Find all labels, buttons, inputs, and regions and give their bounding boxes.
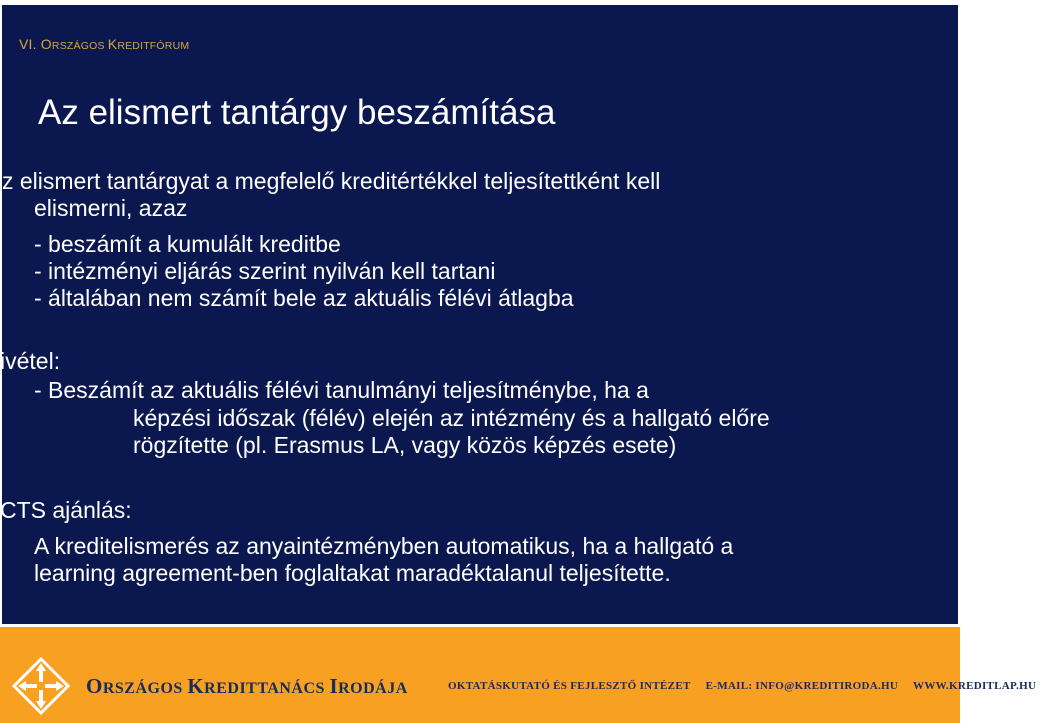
intro-line-1: z elismert tantárgyat a megfelelő kreditértékkel teljesítettként kell [2,168,661,194]
event-header [19,36,189,52]
org-letter-i: I [329,674,339,698]
footer-band [0,627,1037,723]
content-panel [2,5,958,624]
exception-label: ivétel: [0,348,61,374]
bullet-item: - általában nem számít bele az aktuális félévi átlagba [34,285,574,311]
slide-title: Az elismert tantárgy beszámítása [38,93,556,132]
exception-line-1: - Beszámít az aktuális félévi tanulmányi teljesítménybe, ha a [34,377,649,403]
org-word-kredittanacs: REDITTANÁCS [204,680,330,697]
footer-website[interactable]: WWW.KREDITLAP.HU [913,680,1037,692]
event-word-orszagos: RSZÁGOS [51,40,108,52]
ects-label: CTS ajánlás: [0,497,132,523]
exception-line-3: rögzítette (pl. Erasmus LA, vagy közös képzés esete) [133,432,677,458]
org-word-irodaja: RODÁJA [338,680,408,697]
intro-line-2: elismerni, azaz [34,195,188,221]
footer-email[interactable]: E-MAIL: INFO@KREDITIRODA.HU [705,680,899,692]
event-word-kreditforum: REDITFÓRUM [117,40,190,52]
ects-line-2: learning agreement-ben foglaltakat maradéktalanul teljesítette. [34,560,671,586]
arrows-cross-logo-icon [10,655,72,717]
ects-line-1: A kreditelismerés az anyaintézményben automatikus, ha a hallgató a [34,533,734,559]
bullet-item: - intézményi eljárás szerint nyilván kell tartani [34,258,496,284]
footer-organization [86,674,408,699]
org-letter-o: O [86,674,103,698]
org-word-orszagos: RSZÁGOS [102,680,188,697]
event-prefix: VI. O [19,36,52,52]
org-letter-k: K [187,674,205,698]
event-letter-k: K [107,36,118,52]
footer-contact [448,680,1048,692]
footer-institute: OKTATÁSKUTATÓ ÉS FEJLESZTŐ INTÉZET [448,680,691,692]
exception-line-2: képzési időszak (félév) elején az intézmény és a hallgató előre [133,405,770,431]
bullet-item: - beszámít a kumulált kreditbe [34,231,341,257]
